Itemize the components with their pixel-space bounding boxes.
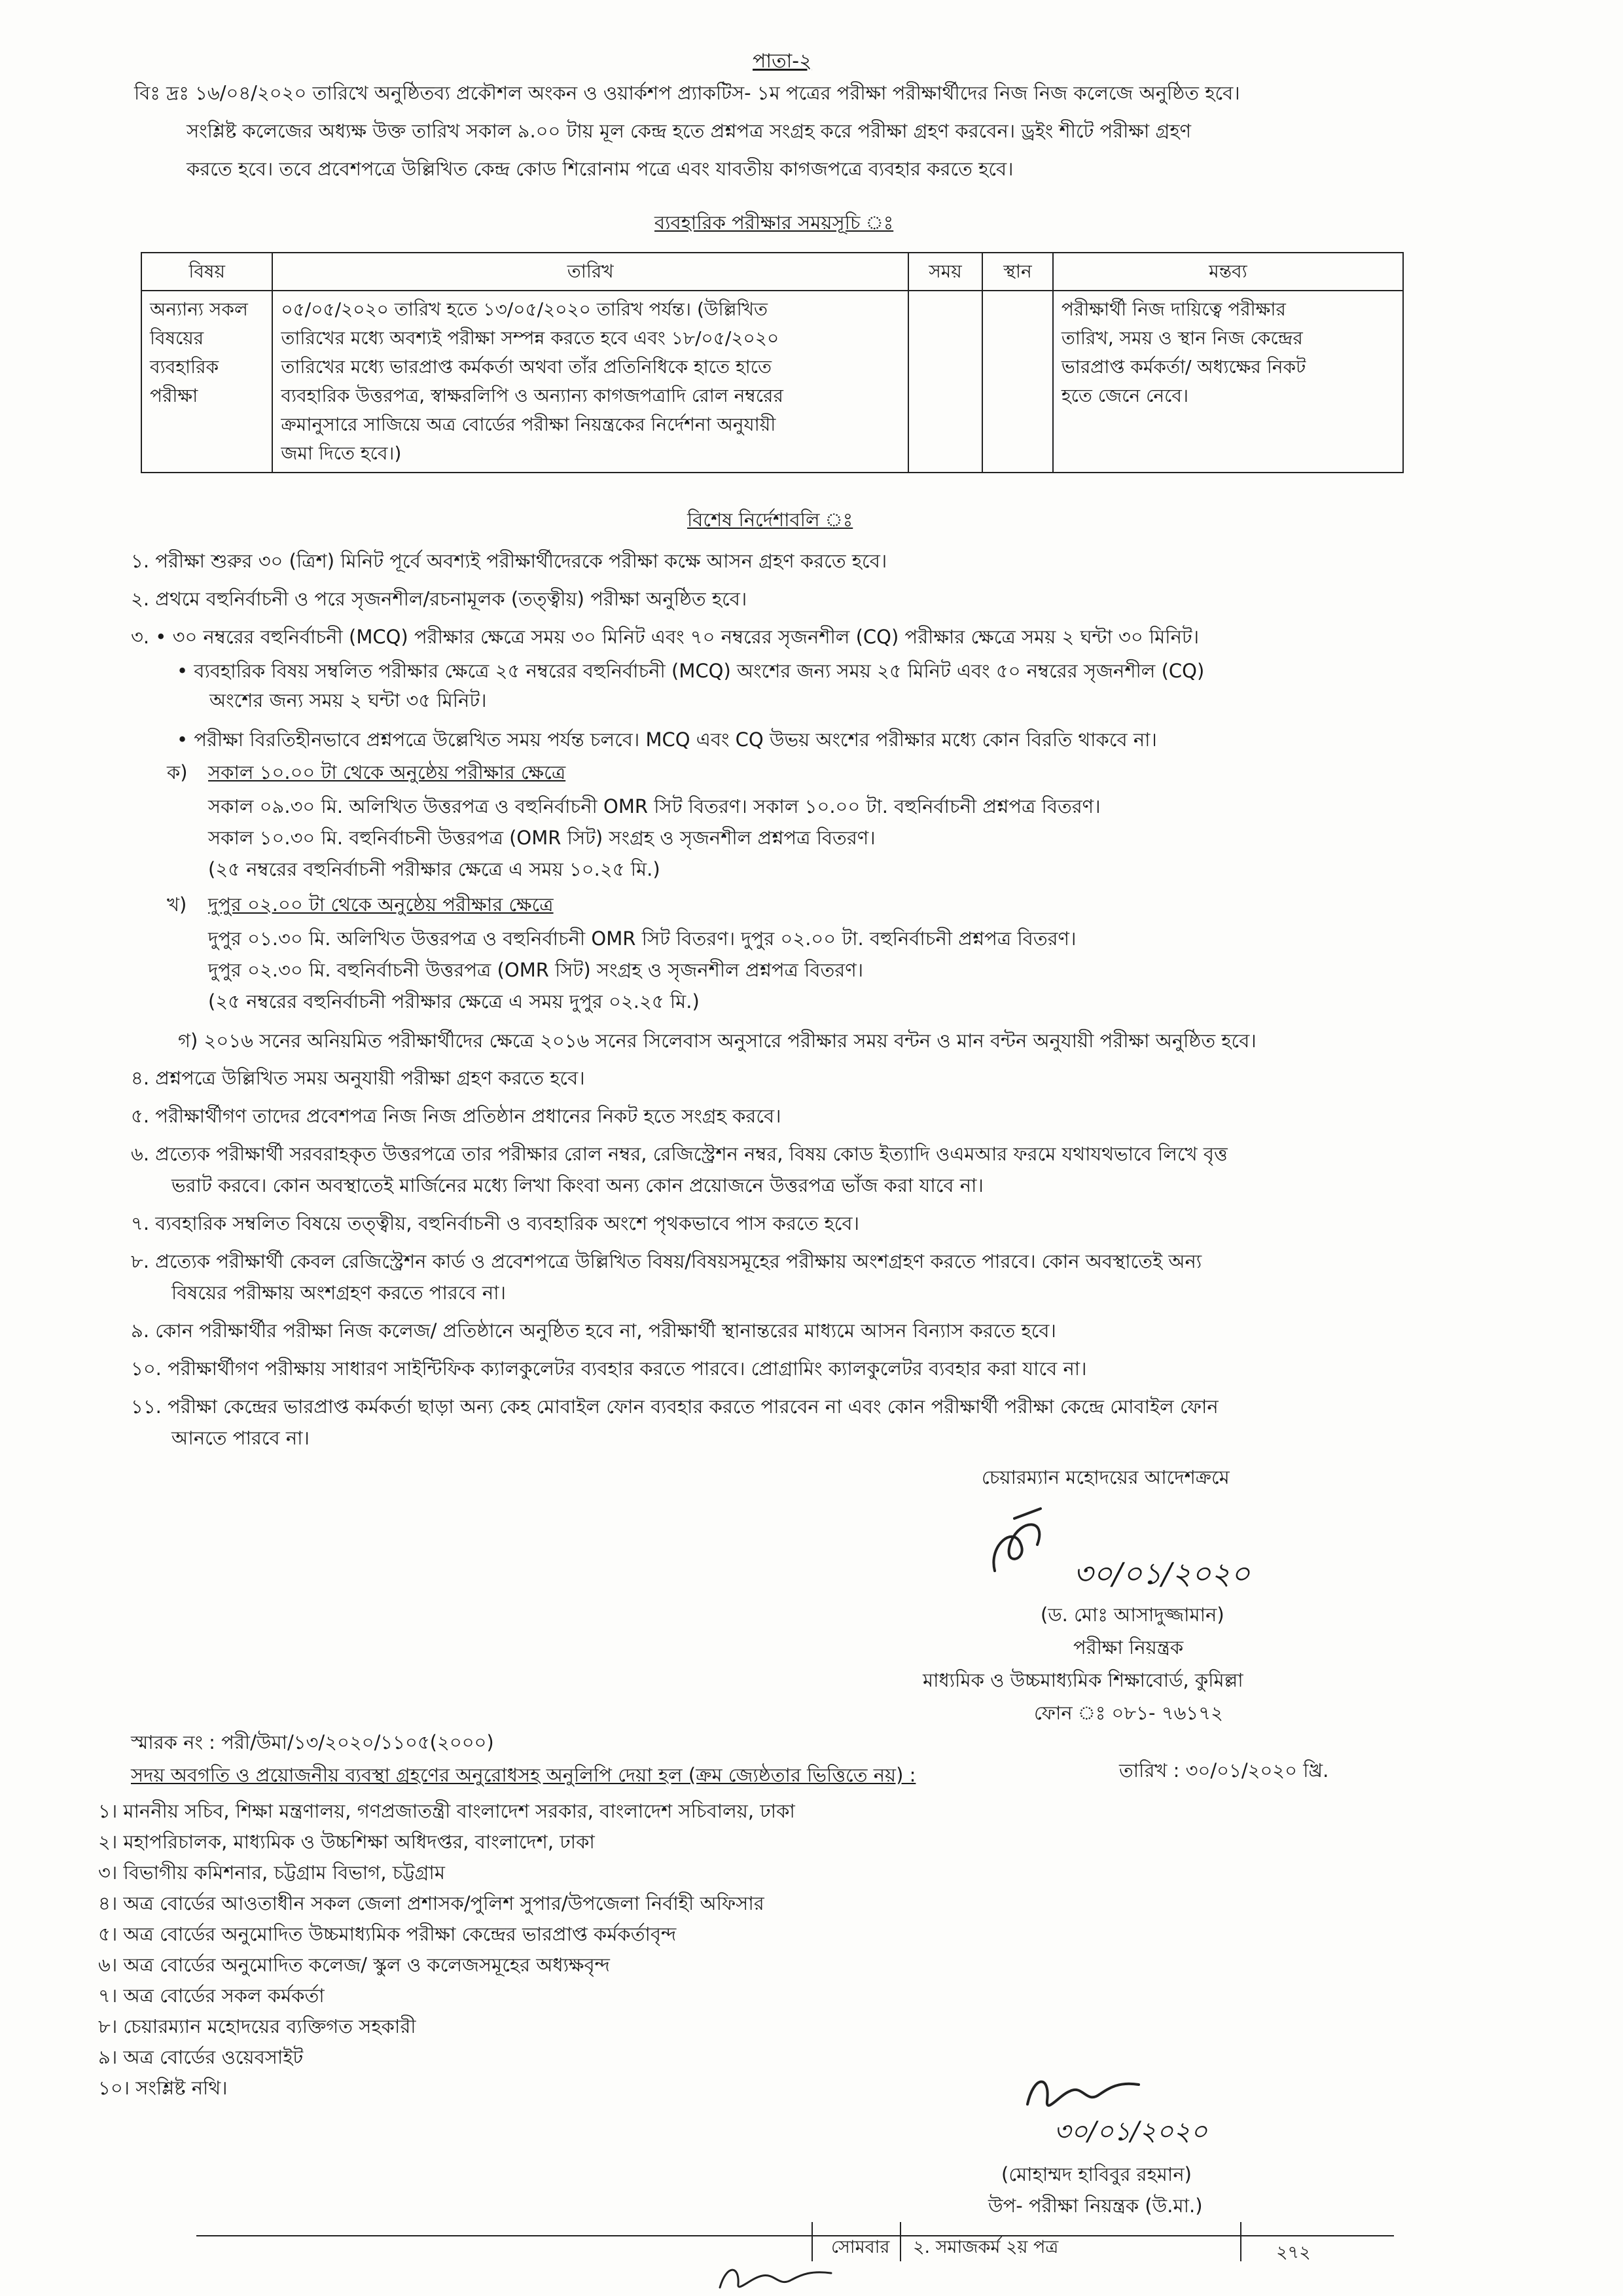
date-line: তারিখের মধ্যে ভারপ্রাপ্ত কর্মকর্তা অথবা তাঁর প্রতিনিধিকে হাতে হাতে xyxy=(281,356,772,378)
instruction-3b-line1: • ব্যবহারিক বিষয় সম্বলিত পরীক্ষার ক্ষেত্রে ২৫ নম্বরের বহুনির্বাচনী (MCQ) অংশের জন্য সময় ২৫ মিনিট এবং ৫০ নম্বরের সৃজনশীল (CQ) xyxy=(177,660,1205,682)
instruction-11-line2: আনতে পারবে না। xyxy=(171,1427,310,1449)
footer-divider xyxy=(900,2222,901,2261)
copy-item-8: ৮। চেয়ারম্যান মহোদয়ের ব্যক্তিগত সহকারী xyxy=(98,2015,416,2037)
instruction-3a: ৩. • ৩০ নম্বরের বহুনির্বাচনী (MCQ) পরীক্ষার ক্ষেত্রে সময় ৩০ মিনিট এবং ৭০ নম্বরের সৃজনশীল (CQ) পরীক্ষার ক্ষেত্রে সময় ২ ঘন্টা ৩০ মিনিট। xyxy=(131,626,1200,648)
sub-ka-number: ক) xyxy=(167,761,188,783)
header-remark: মন্তব্য xyxy=(1053,253,1403,291)
copy-item-3: ৩। বিভাগীয় কমিশনার, চট্টগ্রাম বিভাগ, চট্টগ্রাম xyxy=(98,1861,445,1884)
sub-kha-line1: দুপুর ০১.৩০ মি. অলিখিত উত্তরপত্র ও বহুনির্বাচনী OMR সিট বিতরণ। দুপুর ০২.০০ টা. বহুনির্বাচনী প্রশ্নপত্র বিতরণ। xyxy=(208,927,1077,950)
footer-code: ২৭২ xyxy=(1276,2242,1311,2263)
signatory-2-title: উপ- পরীক্ষা নিয়ন্ত্রক (উ.মা.) xyxy=(988,2195,1203,2217)
signature-3 xyxy=(713,2261,838,2294)
cell-date xyxy=(272,291,908,473)
copy-item-2: ২। মহাপরিচালক, মাধ্যমিক ও উচ্চশিক্ষা অধিদপ্তর, বাংলাদেশ, ঢাকা xyxy=(98,1831,595,1853)
sub-ka-heading: সকাল ১০.০০ টা থেকে অনুষ্ঠেয় পরীক্ষার ক্ষেত্রে xyxy=(208,761,566,783)
schedule-header-row xyxy=(141,253,1403,291)
date-line: ০৫/০৫/২০২০ তারিখ হতে ১৩/০৫/২০২০ তারিখ পর্যন্ত। (উল্লিখিত xyxy=(281,298,768,320)
cell-remark xyxy=(1053,291,1403,473)
signatory-1-name: (ড. মোঃ আসাদুজ্জামান) xyxy=(1041,1604,1224,1626)
footer-divider xyxy=(1240,2222,1241,2261)
schedule-row xyxy=(141,291,1403,473)
signatory-1-title: পরীক্ষা নিয়ন্ত্রক xyxy=(1073,1636,1184,1659)
subject-line: অন্যান্য সকল xyxy=(150,298,248,320)
remark-line: পরীক্ষার্থী নিজ দায়িত্বে পরীক্ষার xyxy=(1061,298,1286,320)
schedule-title: ব্যবহারিক পরীক্ষার সময়সূচি ঃ xyxy=(654,211,894,234)
instruction-2: ২. প্রথমে বহুনির্বাচনী ও পরে সৃজনশীল/রচনামূলক (তত্ত্বীয়) পরীক্ষা অনুষ্ঠিত হবে। xyxy=(131,588,747,610)
sub-ka-line3: (২৫ নম্বরের বহুনির্বাচনী পরীক্ষার ক্ষেত্রে এ সময় ১০.২৫ মি.) xyxy=(208,858,660,880)
sub-kha-number: খ) xyxy=(167,893,187,916)
instructions-title: বিশেষ নির্দেশাবলি ঃ xyxy=(687,509,853,531)
sub-ka-line1: সকাল ০৯.৩০ মি. অলিখিত উত্তরপত্র ও বহুনির্বাচনী OMR সিট বিতরণ। সকাল ১০.০০ টা. বহুনির্বাচনী প্রশ্নপত্র বিতরণ। xyxy=(208,795,1101,817)
copy-item-9: ৯। অত্র বোর্ডের ওয়েবসাইট xyxy=(98,2046,304,2068)
sub-kha-line2: দুপুর ০২.৩০ মি. বহুনির্বাচনী উত্তরপত্র (OMR সিট) সংগ্রহ ও সৃজনশীল প্রশ্নপত্র বিতরণ। xyxy=(208,959,864,981)
date-line: ক্রমানুসারে সাজিয়ে অত্র বোর্ডের পরীক্ষা নিয়ন্ত্রকের নির্দেশনা অনুযায়ী xyxy=(281,414,776,435)
instruction-7: ৭. ব্যবহারিক সম্বলিত বিষয়ে তত্ত্বীয়, বহুনির্বাচনী ও ব্যবহারিক অংশে পৃথকভাবে পাস করতে হবে। xyxy=(131,1212,859,1234)
order-line: চেয়ারম্যান মহোদয়ের আদেশক্রমে xyxy=(982,1466,1230,1488)
cell-place xyxy=(982,291,1053,473)
copy-item-1: ১। মাননীয় সচিব, শিক্ষা মন্ত্রণালয়, গণপ্রজাতন্ত্রী বাংলাদেশ সরকার, বাংলাদেশ সচিবালয়, ঢাকা xyxy=(98,1800,795,1822)
copy-item-10: ১০। সংশ্লিষ্ট নথি। xyxy=(98,2077,228,2099)
page-label: পাতা-২ xyxy=(753,50,812,73)
signatory-1-phone: ফোন ঃ ০৮১- ৭৬১৭২ xyxy=(1034,1702,1223,1724)
cell-time xyxy=(908,291,982,473)
signatory-1-office: মাধ্যমিক ও উচ্চমাধ্যমিক শিক্ষাবোর্ড, কুমিল্লা xyxy=(923,1669,1243,1691)
note-line-1: বিঃ দ্রঃ ১৬/০৪/২০২০ তারিখে অনুষ্ঠিতব্য প্রকৌশল অংকন ও ওয়ার্কশপ প্র্যাকটিস- ১ম পত্রের পরীক্ষা পরীক্ষার্থীদের নিজ নিজ কলেজে অনুষ্ঠিত হবে। xyxy=(134,82,1240,104)
memo-number: স্মারক নং : পরী/উমা/১৩/২০২০/১১০৫(২০০০) xyxy=(131,1731,494,1753)
sub-kha-heading: দুপুর ০২.০০ টা থেকে অনুষ্ঠেয় পরীক্ষার ক্ষেত্রে xyxy=(208,893,554,916)
subject-line: বিষয়ের xyxy=(150,327,204,349)
instruction-5: ৫. পরীক্ষার্থীগণ তাদের প্রবেশপত্র নিজ নিজ প্রতিষ্ঠান প্রধানের নিকট হতে সংগ্রহ করবে। xyxy=(131,1105,781,1127)
footer-rule xyxy=(196,2235,1394,2236)
remark-line: তারিখ, সময় ও স্থান নিজ কেন্দ্রের xyxy=(1061,327,1303,349)
sub-kha-line3: (২৫ নম্বরের বহুনির্বাচনী পরীক্ষার ক্ষেত্রে এ সময় দুপুর ০২.২৫ মি.) xyxy=(208,990,700,1013)
header-place: স্থান xyxy=(982,253,1053,291)
subject-line: পরীক্ষা xyxy=(150,385,198,406)
copy-item-6: ৬। অত্র বোর্ডের অনুমোদিত কলেজ/ স্কুল ও কলেজসমূহের অধ্যক্ষবৃন্দ xyxy=(98,1954,610,1976)
schedule-table xyxy=(141,252,1404,473)
header-time: সময় xyxy=(908,253,982,291)
signatory-2-name: (মোহাম্মদ হাবিবুর রহমান) xyxy=(1001,2163,1192,2185)
note-line-2: সংশ্লিষ্ট কলেজের অধ্যক্ষ উক্ত তারিখ সকাল ৯.০০ টায় মূল কেন্দ্র হতে প্রশ্নপত্র সংগ্রহ করে পরীক্ষা গ্রহণ করবেন। ড্রইং শীটে পরীক্ষা গ্রহণ xyxy=(187,120,1192,142)
memo-date: তারিখ : ৩০/০১/২০২০ খ্রি. xyxy=(1119,1759,1329,1782)
footer-divider xyxy=(812,2222,813,2261)
subject-line: ব্যবহারিক xyxy=(150,356,219,378)
sub-ka-line2: সকাল ১০.৩০ মি. বহুনির্বাচনী উত্তরপত্র (OMR সিট) সংগ্রহ ও সৃজনশীল প্রশ্নপত্র বিতরণ। xyxy=(208,827,876,849)
signature-2-date: ৩০/০১/২০২০ xyxy=(1054,2117,1207,2147)
copy-item-5: ৫। অত্র বোর্ডের অনুমোদিত উচ্চমাধ্যমিক পরীক্ষা কেন্দ্রের ভারপ্রাপ্ত কর্মকর্তাবৃন্দ xyxy=(98,1923,677,1945)
header-date: তারিখ xyxy=(272,253,908,291)
instruction-4: ৪. প্রশ্নপত্রে উল্লিখিত সময় অনুযায়ী পরীক্ষা গ্রহণ করতে হবে। xyxy=(131,1067,585,1089)
instruction-3b-line2: অংশের জন্য সময় ২ ঘন্টা ৩৫ মিনিট। xyxy=(209,689,487,711)
instruction-1: ১. পরীক্ষা শুরুর ৩০ (ত্রিশ) মিনিট পূর্বে অবশ্যই পরীক্ষার্থীদেরকে পরীক্ষা কক্ষে আসন গ্রহণ করতে হবে। xyxy=(131,550,887,572)
instruction-6-line2: ভরাট করবে। কোন অবস্থাতেই মার্জিনের মধ্যে লিখা কিংবা অন্য কোন প্রয়োজনে উত্তরপত্র ভাঁজ করা যাবে না। xyxy=(171,1174,984,1196)
instruction-8-line1: ৮. প্রত্যেক পরীক্ষার্থী কেবল রেজিস্ট্রেশন কার্ড ও প্রবেশপত্রে উল্লিখিত বিষয়/বিষয়সমূহের পরীক্ষায় অংশগ্রহণ করতে পারবে। কোন অবস্থাতেই অন্য xyxy=(131,1250,1202,1272)
signature-1-date: ৩০/০১/২০২০ xyxy=(1073,1556,1251,1591)
date-line: ব্যবহারিক উত্তরপত্র, স্বাক্ষরলিপি ও অন্যান্য কাগজপত্রাদি রোল নম্বরের xyxy=(281,385,783,406)
date-line: জমা দিতে হবে।) xyxy=(281,442,402,464)
date-line: তারিখের মধ্যে অবশ্যই পরীক্ষা সম্পন্ন করতে হবে এবং ১৮/০৫/২০২০ xyxy=(281,327,779,349)
cell-subject xyxy=(141,291,272,473)
copy-item-4: ৪। অত্র বোর্ডের আওতাধীন সকল জেলা প্রশাসক/পুলিশ সুপার/উপজেলা নির্বাহী অফিসার xyxy=(98,1892,764,1914)
copy-item-7: ৭। অত্র বোর্ডের সকল কর্মকর্তা xyxy=(98,1984,325,2007)
header-subject: বিষয় xyxy=(141,253,272,291)
footer-day: সোমবার xyxy=(831,2237,890,2257)
footer-subject: ২. সমাজকর্ম ২য় পত্র xyxy=(913,2237,1059,2257)
instruction-10: ১০. পরীক্ষার্থীগণ পরীক্ষায় সাধারণ সাইন্টিফিক ক্যালকুলেটর ব্যবহার করতে পারবে। প্রোগ্রামিং ক্যালকুলেটর ব্যবহার করা যাবে না। xyxy=(131,1357,1087,1380)
remark-line: ভারপ্রাপ্ত কর্মকর্তা/ অধ্যক্ষের নিকট xyxy=(1061,356,1306,378)
instruction-6-line1: ৬. প্রত্যেক পরীক্ষার্থী সরবরাহকৃত উত্তরপত্রে তার পরীক্ষার রোল নম্বর, রেজিস্ট্রেশন নম্বর, বিষয় কোড ইত্যাদি ওএমআর ফরমে যথাযথভাবে লিখে বৃত্ত xyxy=(131,1143,1228,1165)
instruction-11-line1: ১১. পরীক্ষা কেন্দ্রের ভারপ্রাপ্ত কর্মকর্তা ছাড়া অন্য কেহ মোবাইল ফোন ব্যবহার করতে পারবেন না এবং কোন পরীক্ষার্থী পরীক্ষা কেন্দ্রে মোবাইল ফোন xyxy=(131,1395,1219,1418)
remark-line: হতে জেনে নেবে। xyxy=(1061,385,1188,406)
note-line-3: করতে হবে। তবে প্রবেশপত্রে উল্লিখিত কেন্দ্র কোড শিরোনাম পত্রে এবং যাবতীয় কাগজপত্রে ব্যবহার করতে হবে। xyxy=(187,158,1014,180)
copy-title: সদয় অবগতি ও প্রয়োজনীয় ব্যবস্থা গ্রহণের অনুরোধসহ অনুলিপি দেয়া হল (ক্রম জ্যেষ্ঠতার ভিত্তিতে নয়) : xyxy=(131,1764,916,1786)
instruction-9: ৯. কোন পরীক্ষার্থীর পরীক্ষা নিজ কলেজ/ প্রতিষ্ঠানে অনুষ্ঠিত হবে না, পরীক্ষার্থী স্থানান্তরের মাধ্যমে আসন বিন্যাস করতে হবে। xyxy=(131,1319,1056,1342)
sub-ga: গ) ২০১৬ সনের অনিয়মিত পরীক্ষার্থীদের ক্ষেত্রে ২০১৬ সনের সিলেবাস অনুসারে পরীক্ষার সময় বন্টন ও মান বন্টন অনুযায়ী পরীক্ষা অনুষ্ঠিত হবে। xyxy=(178,1030,1257,1052)
instruction-8-line2: বিষয়ের পরীক্ষায় অংশগ্রহণ করতে পারবে না। xyxy=(171,1282,506,1304)
signature-1 xyxy=(975,1505,1080,1590)
instruction-3c: • পরীক্ষা বিরতিহীনভাবে প্রশ্নপত্রে উল্লেখিত সময় পর্যন্ত চলবে। MCQ এবং CQ উভয় অংশের পরীক্ষার মধ্যে কোন বিরতি থাকবে না। xyxy=(177,728,1157,751)
